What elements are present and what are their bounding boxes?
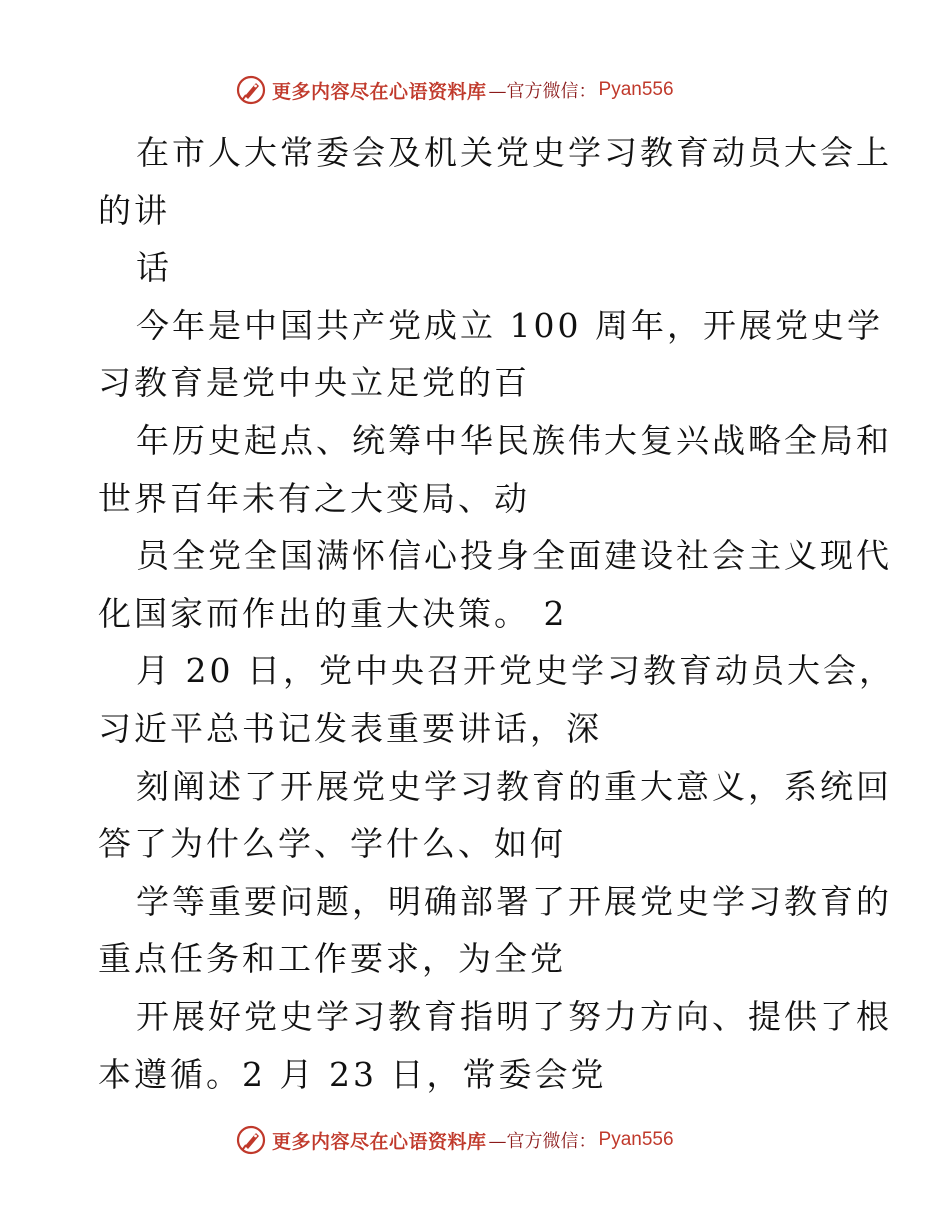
doc-line-title-1: 在市人大常委会及机关党史学习教育动员大会上: [136, 133, 892, 172]
doc-line: 刻阐述了开展党史学习教育的重大意义，系统回: [136, 766, 892, 806]
doc-line: 月 20 日，党中央召开党史学习教育动员大会，: [136, 651, 895, 691]
document-body: [98, 124, 895, 1103]
doc-line: 今年是中国共产党成立 100 周年，开展党史学: [136, 305, 883, 345]
doc-line: 员全党全国满怀信心投身全面建设社会主义现代: [136, 536, 892, 576]
pen-nib-logo-icon: [236, 75, 266, 105]
pen-nib-logo-icon: [236, 1125, 266, 1155]
watermark-site-text: 更多内容尽在心语资料库: [272, 80, 487, 103]
watermark-wechat-id: Pyan556: [598, 79, 674, 100]
watermark-label-text: —官方微信：: [488, 1131, 597, 1152]
doc-line: 答了为什么学、学什么、如何: [98, 824, 566, 864]
doc-line-title-2: 的讲: [98, 190, 170, 230]
doc-line: 习教育是党中央立足党的百: [98, 363, 530, 403]
doc-line: 重点任务和工作要求，为全党: [98, 939, 566, 979]
watermark-site-text: 更多内容尽在心语资料库: [272, 1130, 487, 1153]
watermark-label-text: —官方微信：: [488, 81, 597, 102]
doc-line: 学等重要问题，明确部署了开展党史学习教育的: [136, 881, 892, 921]
header-watermark: [236, 73, 674, 107]
doc-line: 本遵循。2 月 23 日，常委会党: [98, 1054, 607, 1094]
footer-watermark: [236, 1123, 674, 1157]
doc-line: 习近平总书记发表重要讲话，深: [98, 708, 602, 748]
doc-line: 年历史起点、统筹中华民族伟大复兴战略全局和: [136, 420, 892, 460]
doc-line-title-3: 话: [136, 248, 172, 288]
doc-line: 世界百年未有之大变局、动: [98, 478, 530, 518]
doc-line: 开展好党史学习教育指明了努力方向、提供了根: [136, 996, 892, 1036]
watermark-wechat-id: Pyan556: [598, 1129, 674, 1150]
doc-line: 化国家而作出的重大决策。 2: [98, 593, 568, 633]
